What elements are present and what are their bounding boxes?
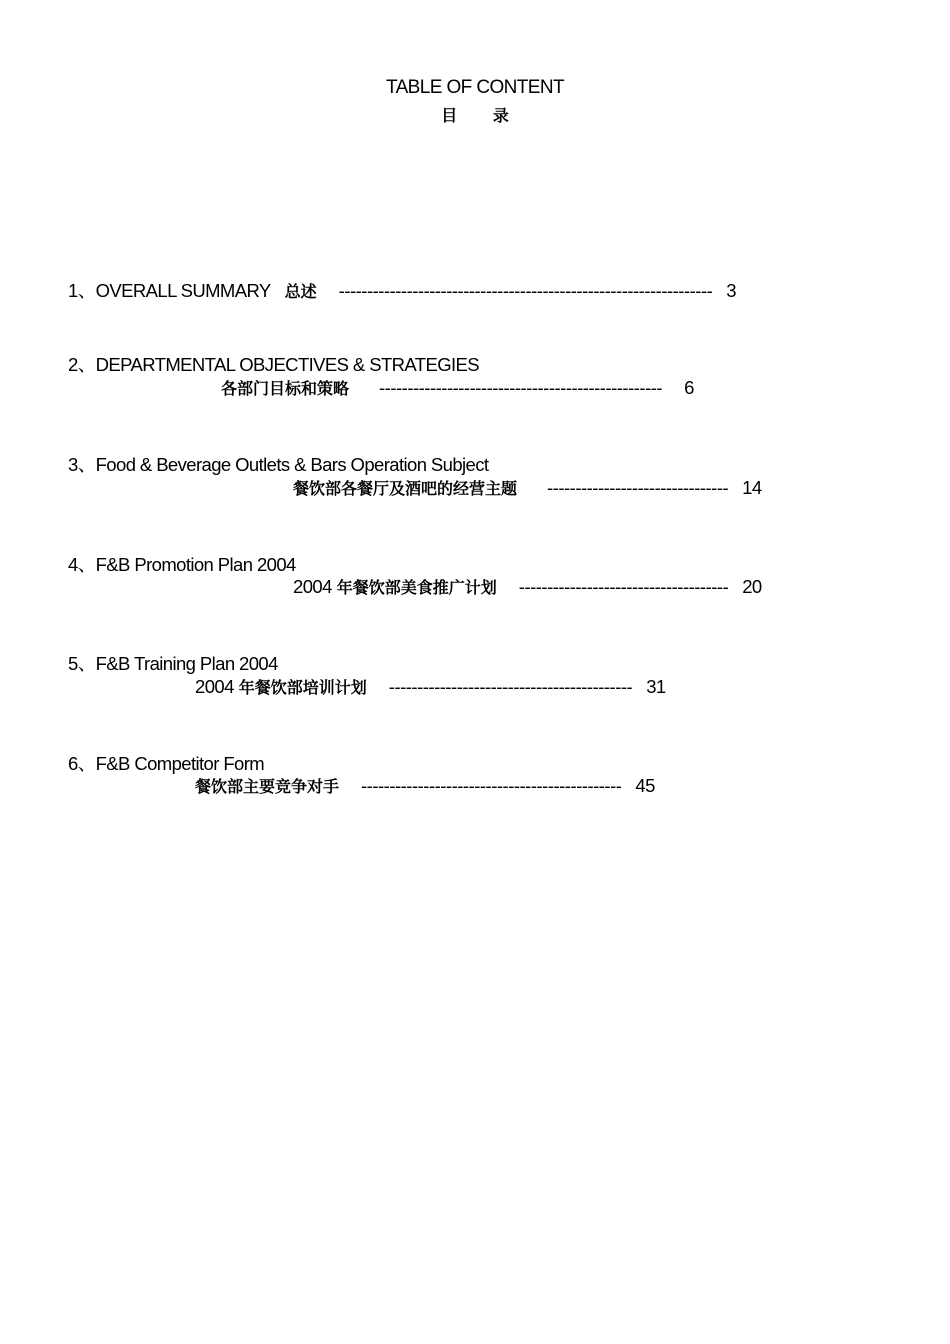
dot-leader: -------------------------------- xyxy=(547,477,729,498)
page-number: 6 xyxy=(684,377,694,398)
entry-year: 2004 xyxy=(195,676,234,697)
toc-entry-5-subline xyxy=(195,675,666,698)
entry-number: 5 xyxy=(68,653,78,674)
page-number: 20 xyxy=(742,576,762,597)
toc-entry-5-title xyxy=(68,650,278,676)
entry-title-zh: 餐饮部各餐厅及酒吧的经营主题 xyxy=(293,479,518,498)
toc-entry-3-subline xyxy=(293,476,762,499)
entry-number: 3 xyxy=(68,454,78,475)
dot-leader: -------------------------------------------------- xyxy=(379,377,663,398)
entry-title-zh: 餐饮部主要竞争对手 xyxy=(195,777,340,796)
entry-separator: 、 xyxy=(77,454,96,475)
entry-number: 1 xyxy=(68,280,78,301)
dot-leader: ------------------------------------------------------------------ xyxy=(338,280,713,301)
dot-leader: ------------------------------------------- xyxy=(388,676,633,697)
toc-entry-2-subline xyxy=(221,376,694,399)
entry-separator: 、 xyxy=(77,280,96,301)
entry-separator: 、 xyxy=(77,753,96,774)
toc-entry-4-subline xyxy=(293,575,762,598)
entry-separator: 、 xyxy=(77,653,96,674)
page-number: 45 xyxy=(635,775,655,796)
page-title-chinese: 目 录 xyxy=(441,106,509,125)
entry-title-en: F&B Training Plan 2004 xyxy=(95,653,278,674)
toc-entry-6-title xyxy=(68,750,264,776)
entry-title-zh: 总述 xyxy=(284,282,317,301)
entry-title-en: DEPARTMENTAL OBJECTIVES & STRATEGIES xyxy=(95,354,480,375)
entry-title-en: F&B Competitor Form xyxy=(95,753,265,774)
entry-separator: 、 xyxy=(77,554,96,575)
dot-leader: ---------------------------------------------- xyxy=(361,775,622,796)
toc-entry-2-title xyxy=(68,351,479,377)
page-title: TABLE OF CONTENT xyxy=(386,77,564,98)
entry-title-en: F&B Promotion Plan 2004 xyxy=(95,554,296,575)
entry-year: 2004 xyxy=(293,576,332,597)
page-number: 31 xyxy=(646,676,666,697)
entry-title-zh: 各部门目标和策略 xyxy=(221,379,350,398)
dot-leader: ------------------------------------- xyxy=(518,576,729,597)
entry-title-en: OVERALL SUMMARY xyxy=(95,280,271,301)
toc-entry-1 xyxy=(68,277,736,303)
entry-number: 2 xyxy=(68,354,78,375)
toc-entry-4-title xyxy=(68,551,296,577)
entry-number: 6 xyxy=(68,753,78,774)
entry-separator: 、 xyxy=(77,354,96,375)
entry-number: 4 xyxy=(68,554,78,575)
toc-entry-3-title xyxy=(68,451,488,477)
entry-title-zh: 年餐饮部培训计划 xyxy=(238,678,367,697)
page-number: 14 xyxy=(742,477,762,498)
entry-title-en: Food & Beverage Outlets & Bars Operation Subject xyxy=(95,454,489,475)
page-number: 3 xyxy=(726,280,736,301)
toc-entry-6-subline xyxy=(195,774,655,797)
entry-title-zh: 年餐饮部美食推广计划 xyxy=(336,578,497,597)
